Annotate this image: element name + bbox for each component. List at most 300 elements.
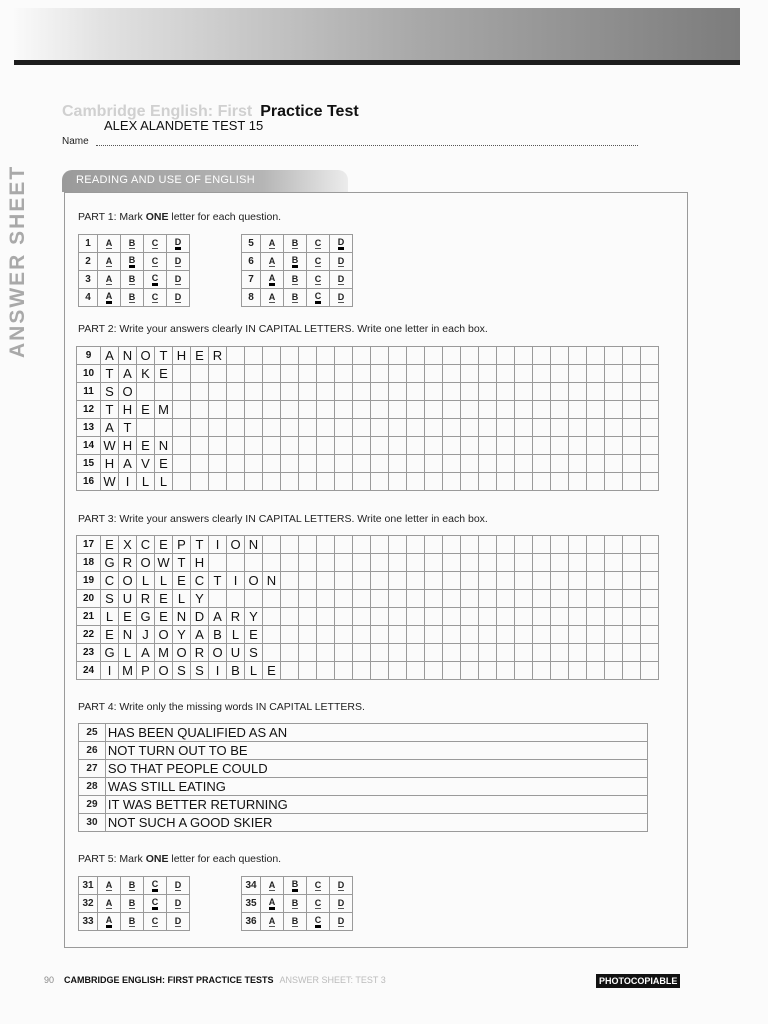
option-c-bubble[interactable]: C	[307, 895, 330, 913]
letter-box[interactable]	[263, 365, 281, 383]
option-b-bubble[interactable]: B	[121, 913, 144, 931]
letter-box[interactable]	[227, 590, 245, 608]
letter-box[interactable]	[191, 455, 209, 473]
option-a-bubble[interactable]: A	[98, 877, 121, 895]
letter-box[interactable]	[263, 644, 281, 662]
letter-box[interactable]	[209, 383, 227, 401]
letter-box[interactable]	[425, 365, 443, 383]
letter-box[interactable]: H	[173, 347, 191, 365]
letter-box[interactable]	[533, 365, 551, 383]
letter-box[interactable]	[641, 437, 659, 455]
letter-box[interactable]	[623, 536, 641, 554]
letter-box[interactable]	[425, 383, 443, 401]
letter-box[interactable]	[443, 572, 461, 590]
letter-box[interactable]	[515, 473, 533, 491]
letter-box[interactable]: E	[173, 572, 191, 590]
letter-box[interactable]	[425, 554, 443, 572]
letter-box[interactable]	[443, 473, 461, 491]
letter-box[interactable]	[191, 437, 209, 455]
letter-box[interactable]: T	[209, 572, 227, 590]
letter-box[interactable]	[299, 644, 317, 662]
letter-box[interactable]	[335, 383, 353, 401]
letter-box[interactable]	[497, 419, 515, 437]
letter-box[interactable]	[173, 383, 191, 401]
letter-box[interactable]	[335, 419, 353, 437]
letter-box[interactable]	[227, 347, 245, 365]
letter-box[interactable]	[281, 401, 299, 419]
answer-field[interactable]: SO THAT PEOPLE COULD	[105, 760, 647, 778]
letter-box[interactable]	[227, 365, 245, 383]
letter-box[interactable]	[263, 455, 281, 473]
letter-box[interactable]	[569, 401, 587, 419]
letter-box[interactable]	[173, 419, 191, 437]
letter-box[interactable]	[335, 536, 353, 554]
letter-box[interactable]: S	[101, 383, 119, 401]
letter-box[interactable]	[353, 473, 371, 491]
letter-box[interactable]	[281, 383, 299, 401]
letter-box[interactable]	[515, 455, 533, 473]
option-c-bubble[interactable]: C	[144, 895, 167, 913]
letter-box[interactable]	[191, 401, 209, 419]
option-d-bubble[interactable]: D	[330, 235, 353, 253]
letter-box[interactable]	[551, 473, 569, 491]
letter-box[interactable]	[461, 473, 479, 491]
letter-box[interactable]	[551, 419, 569, 437]
letter-box[interactable]	[263, 473, 281, 491]
option-a-bubble[interactable]: A	[98, 253, 121, 271]
letter-box[interactable]	[587, 608, 605, 626]
letter-box[interactable]	[425, 347, 443, 365]
letter-box[interactable]	[227, 554, 245, 572]
letter-box[interactable]	[461, 626, 479, 644]
letter-box[interactable]	[317, 608, 335, 626]
option-c-bubble[interactable]: C	[307, 235, 330, 253]
letter-box[interactable]	[605, 347, 623, 365]
letter-box[interactable]	[551, 626, 569, 644]
letter-box[interactable]	[641, 401, 659, 419]
letter-box[interactable]	[173, 473, 191, 491]
letter-box[interactable]	[389, 572, 407, 590]
letter-box[interactable]	[605, 590, 623, 608]
letter-box[interactable]: K	[137, 365, 155, 383]
letter-box[interactable]	[533, 626, 551, 644]
letter-box[interactable]	[551, 572, 569, 590]
letter-box[interactable]	[443, 626, 461, 644]
letter-box[interactable]	[389, 365, 407, 383]
letter-box[interactable]	[209, 437, 227, 455]
option-c-bubble[interactable]: C	[307, 913, 330, 931]
letter-box[interactable]	[299, 347, 317, 365]
letter-box[interactable]	[533, 572, 551, 590]
letter-box[interactable]	[533, 401, 551, 419]
letter-box[interactable]	[479, 365, 497, 383]
letter-box[interactable]	[335, 626, 353, 644]
letter-box[interactable]: U	[227, 644, 245, 662]
letter-box[interactable]	[317, 383, 335, 401]
answer-field[interactable]: NOT TURN OUT TO BE	[105, 742, 647, 760]
letter-box[interactable]	[605, 554, 623, 572]
letter-box[interactable]	[389, 608, 407, 626]
letter-box[interactable]	[425, 626, 443, 644]
letter-box[interactable]	[497, 608, 515, 626]
letter-box[interactable]	[569, 572, 587, 590]
letter-box[interactable]	[371, 572, 389, 590]
letter-box[interactable]	[497, 554, 515, 572]
letter-box[interactable]	[497, 347, 515, 365]
letter-box[interactable]: O	[137, 554, 155, 572]
letter-box[interactable]	[479, 437, 497, 455]
letter-box[interactable]: L	[137, 572, 155, 590]
option-b-bubble[interactable]: B	[121, 895, 144, 913]
letter-box[interactable]: M	[119, 662, 137, 680]
letter-box[interactable]	[497, 365, 515, 383]
letter-box[interactable]: A	[119, 365, 137, 383]
option-c-bubble[interactable]: C	[144, 253, 167, 271]
option-a-bubble[interactable]: A	[261, 895, 284, 913]
letter-box[interactable]	[245, 554, 263, 572]
letter-box[interactable]	[497, 626, 515, 644]
letter-box[interactable]	[425, 590, 443, 608]
letter-box[interactable]	[335, 644, 353, 662]
letter-box[interactable]: X	[119, 536, 137, 554]
letter-box[interactable]	[227, 383, 245, 401]
option-d-bubble[interactable]: D	[167, 895, 190, 913]
letter-box[interactable]	[407, 437, 425, 455]
letter-box[interactable]	[299, 536, 317, 554]
letter-box[interactable]	[389, 455, 407, 473]
option-a-bubble[interactable]: A	[261, 271, 284, 289]
letter-box[interactable]	[335, 455, 353, 473]
letter-box[interactable]	[407, 572, 425, 590]
letter-box[interactable]	[515, 419, 533, 437]
letter-box[interactable]	[497, 473, 515, 491]
letter-box[interactable]	[335, 347, 353, 365]
letter-box[interactable]	[317, 662, 335, 680]
letter-box[interactable]	[605, 365, 623, 383]
letter-box[interactable]: E	[155, 455, 173, 473]
letter-box[interactable]	[605, 626, 623, 644]
letter-box[interactable]: V	[137, 455, 155, 473]
letter-box[interactable]	[263, 626, 281, 644]
letter-box[interactable]	[407, 644, 425, 662]
letter-box[interactable]	[641, 554, 659, 572]
letter-box[interactable]: C	[137, 536, 155, 554]
option-c-bubble[interactable]: C	[144, 289, 167, 307]
letter-box[interactable]	[191, 365, 209, 383]
letter-box[interactable]	[515, 608, 533, 626]
letter-box[interactable]: T	[191, 536, 209, 554]
option-b-bubble[interactable]: B	[284, 895, 307, 913]
letter-box[interactable]	[191, 383, 209, 401]
option-d-bubble[interactable]: D	[330, 271, 353, 289]
letter-box[interactable]: H	[191, 554, 209, 572]
letter-box[interactable]	[245, 401, 263, 419]
letter-box[interactable]: O	[245, 572, 263, 590]
letter-box[interactable]	[335, 401, 353, 419]
letter-box[interactable]	[605, 644, 623, 662]
option-c-bubble[interactable]: C	[144, 235, 167, 253]
letter-box[interactable]	[335, 365, 353, 383]
option-d-bubble[interactable]: D	[167, 253, 190, 271]
letter-box[interactable]	[443, 383, 461, 401]
letter-box[interactable]	[191, 473, 209, 491]
letter-box[interactable]	[461, 347, 479, 365]
letter-box[interactable]	[209, 473, 227, 491]
letter-box[interactable]	[245, 473, 263, 491]
letter-box[interactable]	[389, 626, 407, 644]
letter-box[interactable]	[497, 662, 515, 680]
option-d-bubble[interactable]: D	[330, 913, 353, 931]
letter-box[interactable]	[281, 419, 299, 437]
letter-box[interactable]: O	[119, 383, 137, 401]
letter-box[interactable]: G	[137, 608, 155, 626]
letter-box[interactable]: N	[155, 437, 173, 455]
letter-box[interactable]	[407, 554, 425, 572]
letter-box[interactable]	[425, 608, 443, 626]
letter-box[interactable]: D	[191, 608, 209, 626]
letter-box[interactable]	[569, 455, 587, 473]
letter-box[interactable]	[569, 644, 587, 662]
letter-box[interactable]	[605, 473, 623, 491]
letter-box[interactable]: N	[245, 536, 263, 554]
letter-box[interactable]	[389, 536, 407, 554]
letter-box[interactable]	[515, 644, 533, 662]
letter-box[interactable]	[299, 383, 317, 401]
letter-box[interactable]	[263, 383, 281, 401]
letter-box[interactable]	[443, 365, 461, 383]
letter-box[interactable]	[389, 383, 407, 401]
letter-box[interactable]: B	[209, 626, 227, 644]
letter-box[interactable]	[263, 401, 281, 419]
letter-box[interactable]	[335, 572, 353, 590]
letter-box[interactable]: A	[191, 626, 209, 644]
letter-box[interactable]	[605, 455, 623, 473]
letter-box[interactable]	[245, 455, 263, 473]
letter-box[interactable]	[461, 644, 479, 662]
letter-box[interactable]	[641, 419, 659, 437]
letter-box[interactable]: S	[245, 644, 263, 662]
letter-box[interactable]	[317, 554, 335, 572]
letter-box[interactable]	[353, 644, 371, 662]
letter-box[interactable]	[551, 554, 569, 572]
letter-box[interactable]	[443, 554, 461, 572]
letter-box[interactable]	[461, 590, 479, 608]
letter-box[interactable]	[515, 347, 533, 365]
letter-box[interactable]: W	[101, 437, 119, 455]
letter-box[interactable]	[605, 437, 623, 455]
letter-box[interactable]	[299, 365, 317, 383]
letter-box[interactable]	[209, 401, 227, 419]
letter-box[interactable]	[461, 608, 479, 626]
letter-box[interactable]	[371, 383, 389, 401]
letter-box[interactable]: E	[101, 536, 119, 554]
letter-box[interactable]	[605, 383, 623, 401]
letter-box[interactable]	[317, 437, 335, 455]
option-a-bubble[interactable]: A	[98, 289, 121, 307]
letter-box[interactable]	[641, 590, 659, 608]
letter-box[interactable]	[245, 347, 263, 365]
letter-box[interactable]: R	[191, 644, 209, 662]
letter-box[interactable]	[443, 536, 461, 554]
letter-box[interactable]: O	[209, 644, 227, 662]
letter-box[interactable]	[569, 473, 587, 491]
letter-box[interactable]	[569, 419, 587, 437]
letter-box[interactable]	[371, 608, 389, 626]
letter-box[interactable]	[353, 608, 371, 626]
letter-box[interactable]	[623, 572, 641, 590]
letter-box[interactable]	[335, 590, 353, 608]
letter-box[interactable]	[515, 590, 533, 608]
letter-box[interactable]	[227, 455, 245, 473]
letter-box[interactable]	[227, 401, 245, 419]
letter-box[interactable]	[425, 401, 443, 419]
letter-box[interactable]	[569, 536, 587, 554]
letter-box[interactable]: E	[137, 401, 155, 419]
letter-box[interactable]	[371, 662, 389, 680]
letter-box[interactable]	[641, 662, 659, 680]
option-d-bubble[interactable]: D	[167, 271, 190, 289]
letter-box[interactable]	[587, 572, 605, 590]
letter-box[interactable]	[551, 455, 569, 473]
letter-box[interactable]	[425, 437, 443, 455]
letter-box[interactable]	[569, 383, 587, 401]
letter-box[interactable]: I	[209, 536, 227, 554]
letter-box[interactable]	[407, 662, 425, 680]
letter-box[interactable]	[461, 572, 479, 590]
letter-box[interactable]	[479, 536, 497, 554]
option-a-bubble[interactable]: A	[98, 271, 121, 289]
letter-box[interactable]	[317, 365, 335, 383]
option-b-bubble[interactable]: B	[284, 271, 307, 289]
letter-box[interactable]	[281, 662, 299, 680]
letter-box[interactable]	[515, 572, 533, 590]
letter-box[interactable]	[245, 590, 263, 608]
letter-box[interactable]: E	[119, 608, 137, 626]
letter-box[interactable]	[623, 662, 641, 680]
letter-box[interactable]	[641, 347, 659, 365]
letter-box[interactable]	[209, 419, 227, 437]
letter-box[interactable]	[587, 644, 605, 662]
letter-box[interactable]	[587, 554, 605, 572]
letter-box[interactable]	[569, 626, 587, 644]
letter-box[interactable]	[461, 401, 479, 419]
letter-box[interactable]	[281, 437, 299, 455]
letter-box[interactable]	[623, 419, 641, 437]
letter-box[interactable]	[443, 662, 461, 680]
letter-box[interactable]: O	[173, 644, 191, 662]
option-a-bubble[interactable]: A	[261, 253, 284, 271]
letter-box[interactable]	[389, 473, 407, 491]
option-d-bubble[interactable]: D	[167, 289, 190, 307]
letter-box[interactable]	[191, 419, 209, 437]
letter-box[interactable]	[281, 473, 299, 491]
letter-box[interactable]	[371, 401, 389, 419]
letter-box[interactable]	[479, 347, 497, 365]
letter-box[interactable]	[551, 644, 569, 662]
letter-box[interactable]: I	[209, 662, 227, 680]
option-b-bubble[interactable]: B	[284, 235, 307, 253]
letter-box[interactable]	[587, 419, 605, 437]
letter-box[interactable]: M	[155, 401, 173, 419]
letter-box[interactable]	[335, 608, 353, 626]
letter-box[interactable]	[407, 401, 425, 419]
letter-box[interactable]	[263, 590, 281, 608]
letter-box[interactable]	[353, 590, 371, 608]
letter-box[interactable]	[353, 626, 371, 644]
option-c-bubble[interactable]: C	[307, 289, 330, 307]
letter-box[interactable]	[569, 554, 587, 572]
letter-box[interactable]	[317, 419, 335, 437]
option-b-bubble[interactable]: B	[121, 877, 144, 895]
letter-box[interactable]	[533, 419, 551, 437]
letter-box[interactable]	[623, 347, 641, 365]
letter-box[interactable]	[569, 662, 587, 680]
letter-box[interactable]	[479, 644, 497, 662]
letter-box[interactable]	[317, 473, 335, 491]
letter-box[interactable]: P	[173, 536, 191, 554]
letter-box[interactable]	[173, 365, 191, 383]
letter-box[interactable]	[497, 455, 515, 473]
letter-box[interactable]	[623, 365, 641, 383]
letter-box[interactable]	[407, 365, 425, 383]
letter-box[interactable]	[587, 662, 605, 680]
letter-box[interactable]	[623, 554, 641, 572]
letter-box[interactable]	[245, 437, 263, 455]
letter-box[interactable]: Y	[245, 608, 263, 626]
letter-box[interactable]	[353, 401, 371, 419]
letter-box[interactable]	[335, 437, 353, 455]
letter-box[interactable]: H	[119, 401, 137, 419]
letter-box[interactable]: R	[209, 347, 227, 365]
letter-box[interactable]	[173, 437, 191, 455]
letter-box[interactable]	[443, 590, 461, 608]
letter-box[interactable]	[641, 383, 659, 401]
letter-box[interactable]	[299, 662, 317, 680]
letter-box[interactable]	[317, 455, 335, 473]
letter-box[interactable]: P	[137, 662, 155, 680]
letter-box[interactable]	[299, 401, 317, 419]
letter-box[interactable]: E	[263, 662, 281, 680]
option-c-bubble[interactable]: C	[144, 877, 167, 895]
letter-box[interactable]	[371, 554, 389, 572]
letter-box[interactable]	[587, 347, 605, 365]
letter-box[interactable]	[155, 419, 173, 437]
letter-box[interactable]	[281, 626, 299, 644]
letter-box[interactable]: W	[101, 473, 119, 491]
letter-box[interactable]: B	[227, 662, 245, 680]
option-b-bubble[interactable]: B	[121, 271, 144, 289]
letter-box[interactable]	[263, 437, 281, 455]
letter-box[interactable]	[389, 437, 407, 455]
letter-box[interactable]	[533, 590, 551, 608]
letter-box[interactable]: L	[137, 473, 155, 491]
letter-box[interactable]: T	[173, 554, 191, 572]
option-d-bubble[interactable]: D	[167, 235, 190, 253]
letter-box[interactable]	[209, 455, 227, 473]
option-b-bubble[interactable]: B	[284, 253, 307, 271]
letter-box[interactable]	[641, 644, 659, 662]
letter-box[interactable]	[299, 554, 317, 572]
letter-box[interactable]	[605, 536, 623, 554]
letter-box[interactable]	[425, 455, 443, 473]
letter-box[interactable]	[299, 626, 317, 644]
letter-box[interactable]: L	[173, 590, 191, 608]
letter-box[interactable]: L	[155, 572, 173, 590]
letter-box[interactable]	[587, 437, 605, 455]
option-a-bubble[interactable]: A	[98, 895, 121, 913]
letter-box[interactable]	[407, 455, 425, 473]
letter-box[interactable]	[569, 608, 587, 626]
